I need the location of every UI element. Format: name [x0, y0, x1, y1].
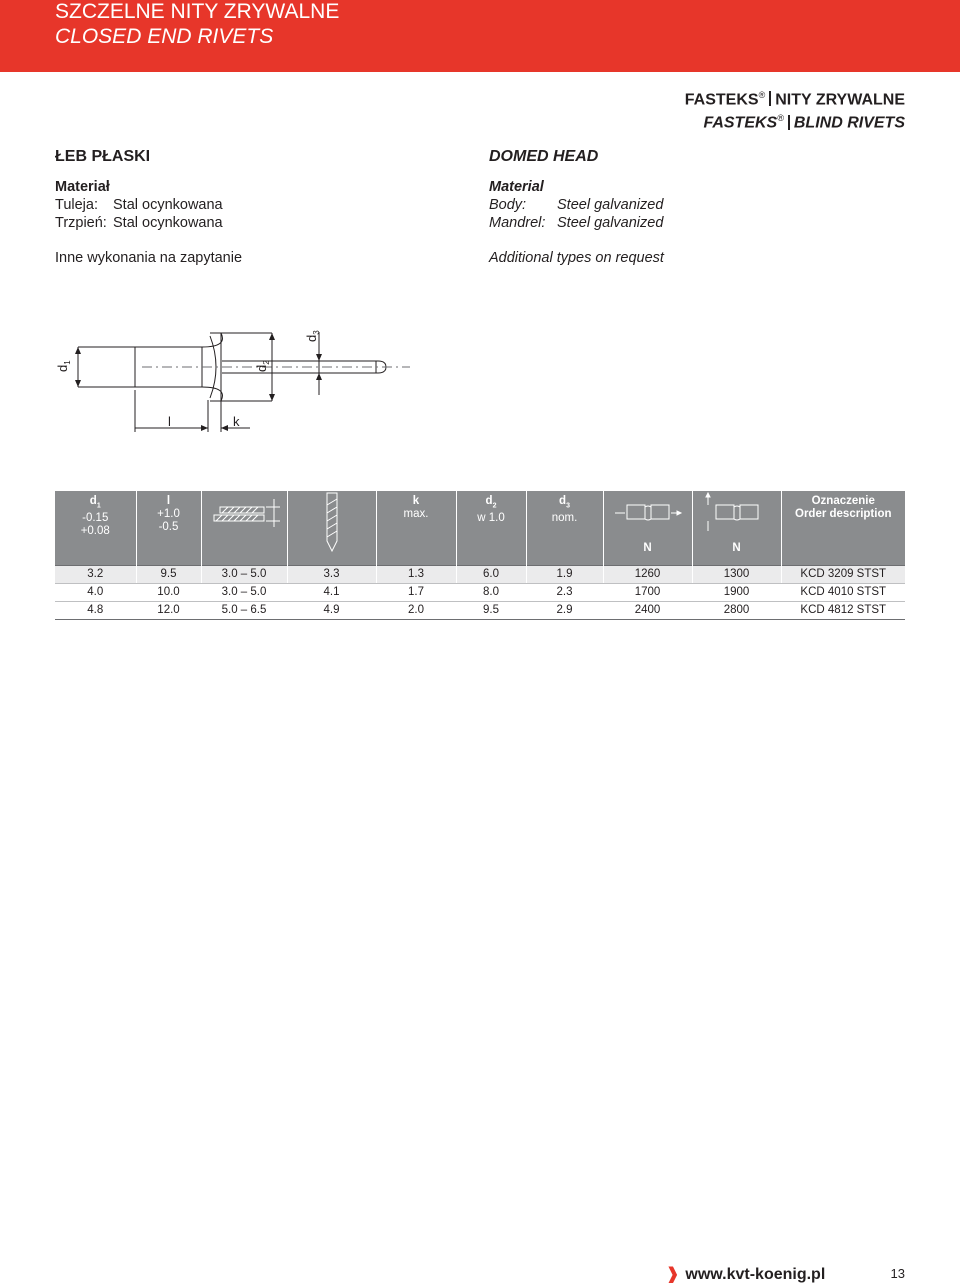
mandrel-value-en: Steel galvanized: [557, 215, 664, 231]
cell-d3: 1.9: [526, 565, 603, 583]
brand-product-en: BLIND RIVETS: [793, 114, 905, 132]
mandrel-key-en: Mandrel:: [489, 215, 546, 231]
cell-l: 9.5: [136, 565, 201, 583]
table-row: [55, 601, 905, 619]
shear-force-icon: [613, 491, 683, 535]
note-en: Additional types on request: [489, 250, 664, 266]
mandrel-key-pl: Trzpień:: [55, 215, 107, 231]
cell-d3: 2.9: [526, 601, 603, 619]
cell-tensile: 2800: [692, 601, 781, 619]
cell-d2: 9.5: [456, 601, 526, 619]
banner-title-en: CLOSED END RIVETS: [55, 25, 274, 48]
table-row: [55, 565, 905, 583]
cell-tensile: 1900: [692, 583, 781, 601]
cell-shear: 1700: [603, 583, 692, 601]
cell-order: KCD 3209 STST: [781, 565, 905, 583]
mandrel-row-en: [489, 214, 664, 232]
cell-l: 12.0: [136, 601, 201, 619]
cell-grip: 3.0 – 5.0: [201, 583, 287, 601]
brand-block: [685, 86, 905, 133]
body-row-en: [489, 196, 664, 214]
material-label-en: Material: [489, 179, 544, 195]
cell-d3: 2.3: [526, 583, 603, 601]
body-row-pl: [55, 196, 242, 214]
cell-k: 1.7: [376, 583, 456, 601]
table-header-row: [55, 491, 905, 565]
brand-line-en: [685, 109, 905, 132]
english-description: [489, 148, 664, 267]
page-number: 13: [890, 1266, 905, 1281]
cell-shear: 2400: [603, 601, 692, 619]
cell-d1: 3.2: [55, 565, 136, 583]
registered-mark: ®: [758, 90, 766, 100]
header-d3: $d_3$ nom.: [526, 491, 603, 565]
cell-d1: 4.0: [55, 583, 136, 601]
header-grip-range-icon: [201, 491, 287, 565]
cell-d1: 4.8: [55, 601, 136, 619]
cell-order: KCD 4812 STST: [781, 601, 905, 619]
material-label-pl: Materiał: [55, 179, 110, 195]
header-order-description: Oznaczenie Order description: [781, 491, 905, 565]
header-k: k max.: [376, 491, 456, 565]
header-tensile-strength: N: [692, 491, 781, 565]
brand-name: FASTEKS: [684, 91, 759, 109]
cell-grip: 5.0 – 6.5: [201, 601, 287, 619]
cell-drill: 3.3: [287, 565, 376, 583]
dim-label-l: l: [168, 414, 171, 429]
body-key-en: Body:: [489, 197, 527, 213]
cell-drill: 4.1: [287, 583, 376, 601]
dim-label-k: k: [233, 414, 240, 429]
footer-website-link[interactable]: [666, 1264, 825, 1283]
header-l: l +1.0 -0.5: [136, 491, 201, 565]
header-banner: [0, 0, 960, 72]
cell-shear: 1260: [603, 565, 692, 583]
cell-grip: 3.0 – 5.0: [201, 565, 287, 583]
body-value-pl: Stal ocynkowana: [113, 197, 223, 213]
header-shear-strength: N: [603, 491, 692, 565]
brand-name: FASTEKS: [703, 114, 778, 132]
specification-table: [55, 491, 905, 620]
brand-line-pl: [685, 86, 905, 109]
note-pl: Inne wykonania na zapytanie: [55, 250, 243, 266]
mandrel-value-pl: Stal ocynkowana: [113, 215, 223, 231]
cell-d2: 8.0: [456, 583, 526, 601]
cell-d2: 6.0: [456, 565, 526, 583]
cell-tensile: 1300: [692, 565, 781, 583]
cell-drill: 4.9: [287, 601, 376, 619]
table-row: [55, 583, 905, 601]
header-d2: $d_2$ w 1.0: [456, 491, 526, 565]
tensile-force-icon: [702, 491, 772, 535]
cell-l: 10.0: [136, 583, 201, 601]
website-url[interactable]: www.kvt-koenig.pl: [685, 1266, 826, 1283]
cell-k: 2.0: [376, 601, 456, 619]
dim-label-d2: $d_2$: [254, 360, 271, 372]
header-d1: $d_1$ -0.15 +0.08: [55, 491, 136, 565]
dim-label-d3: $d_3$: [304, 330, 321, 342]
chevron-right-icon: ❱: [666, 1266, 680, 1283]
heading-en: DOMED HEAD: [489, 148, 599, 165]
banner-title-pl: SZCZELNE NITY ZRYWALNE: [55, 0, 340, 23]
brand-product-pl: NITY ZRYWALNE: [775, 91, 905, 109]
dim-label-d1: $d_1$: [55, 360, 72, 372]
registered-mark: ®: [777, 113, 784, 124]
heading-pl: ŁEB PŁASKI: [55, 148, 151, 165]
polish-description: [55, 148, 242, 267]
brand-separator: [769, 91, 771, 106]
cell-order: KCD 4010 STST: [781, 583, 905, 601]
brand-separator: [788, 115, 790, 130]
cell-k: 1.3: [376, 565, 456, 583]
body-value-en: Steel galvanized: [557, 197, 664, 213]
mandrel-row-pl: [55, 214, 242, 232]
body-key-pl: Tuleja:: [55, 197, 98, 213]
rivet-technical-drawing: [50, 320, 410, 440]
header-drill-icon: [287, 491, 376, 565]
